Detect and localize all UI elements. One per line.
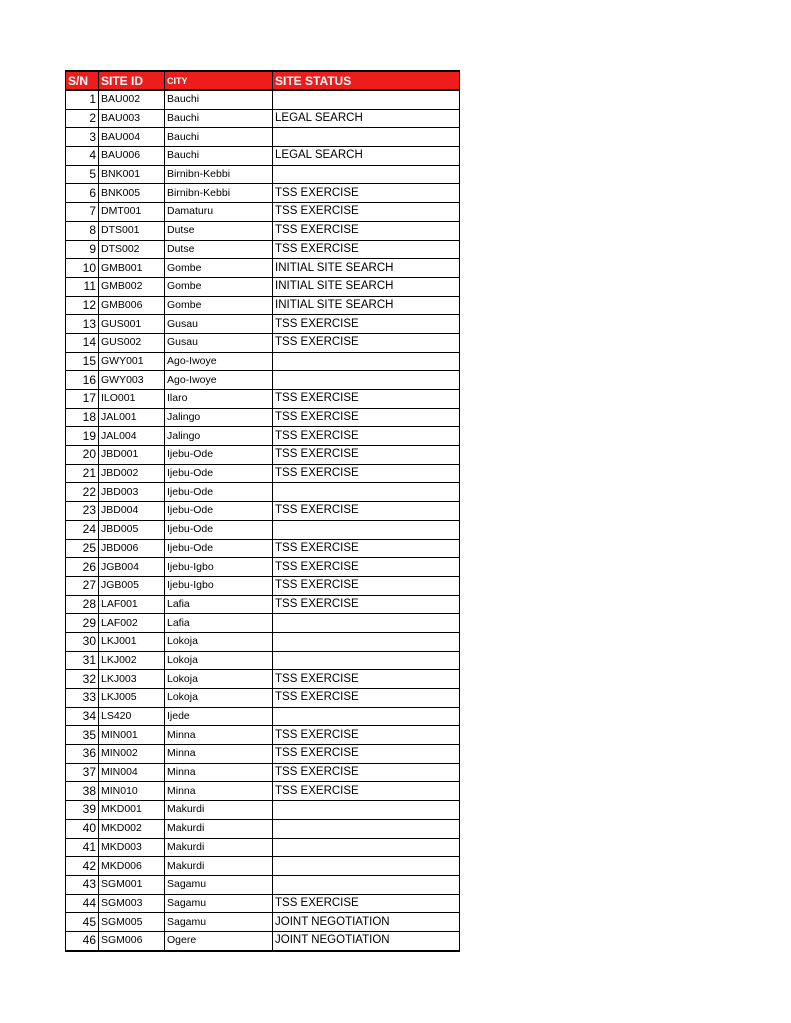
cell-sn: 30: [66, 632, 99, 651]
cell-city: Sagamu: [165, 875, 273, 894]
cell-site-status: [273, 875, 460, 894]
cell-site-id: ILO001: [99, 390, 165, 409]
cell-site-id: GMB001: [99, 259, 165, 278]
cell-city: Sagamu: [165, 894, 273, 913]
cell-site-id: DMT001: [99, 203, 165, 222]
cell-site-id: JGB005: [99, 576, 165, 595]
table-row: [66, 408, 460, 427]
cell-site-status: TSS EXERCISE: [273, 464, 460, 483]
cell-sn: 45: [66, 913, 99, 932]
cell-sn: 8: [66, 221, 99, 240]
cell-sn: 10: [66, 259, 99, 278]
cell-site-id: SGM003: [99, 894, 165, 913]
cell-site-status: TSS EXERCISE: [273, 502, 460, 521]
cell-site-status: [273, 520, 460, 539]
cell-site-status: TSS EXERCISE: [273, 782, 460, 801]
cell-sn: 31: [66, 651, 99, 670]
cell-sn: 37: [66, 763, 99, 782]
cell-sn: 7: [66, 203, 99, 222]
cell-city: Bauchi: [165, 128, 273, 147]
cell-city: Lokoja: [165, 670, 273, 689]
header-site-id: SITE ID: [99, 71, 165, 90]
table-row: [66, 763, 460, 782]
table-row: [66, 782, 460, 801]
cell-site-status: LEGAL SEARCH: [273, 109, 460, 128]
cell-site-status: JOINT NEGOTIATION: [273, 931, 460, 950]
header-city: CITY: [165, 71, 273, 90]
table-row: [66, 576, 460, 595]
table-row: [66, 595, 460, 614]
cell-sn: 11: [66, 277, 99, 296]
table-row: [66, 109, 460, 128]
table-row: [66, 931, 460, 950]
table-row: [66, 689, 460, 708]
table-row: [66, 726, 460, 745]
cell-sn: 21: [66, 464, 99, 483]
cell-site-status: TSS EXERCISE: [273, 576, 460, 595]
cell-sn: 3: [66, 128, 99, 147]
cell-city: Lafia: [165, 595, 273, 614]
cell-city: Ijebu-Ode: [165, 539, 273, 558]
cell-sn: 46: [66, 931, 99, 950]
table-row: [66, 147, 460, 166]
cell-site-id: BAU004: [99, 128, 165, 147]
cell-site-id: MKD001: [99, 801, 165, 820]
cell-site-status: [273, 632, 460, 651]
cell-sn: 12: [66, 296, 99, 315]
table-row: [66, 333, 460, 352]
cell-site-id: MKD006: [99, 857, 165, 876]
cell-sn: 41: [66, 838, 99, 857]
cell-site-id: JBD006: [99, 539, 165, 558]
cell-city: Lokoja: [165, 651, 273, 670]
table-row: [66, 427, 460, 446]
cell-site-status: [273, 90, 460, 109]
cell-sn: 16: [66, 371, 99, 390]
cell-site-status: TSS EXERCISE: [273, 184, 460, 203]
cell-site-id: MIN010: [99, 782, 165, 801]
cell-city: Lafia: [165, 614, 273, 633]
cell-city: Lokoja: [165, 689, 273, 708]
table-row: [66, 464, 460, 483]
cell-site-id: GUS002: [99, 333, 165, 352]
cell-city: Ijebu-Ode: [165, 502, 273, 521]
cell-site-id: MKD003: [99, 838, 165, 857]
cell-site-id: GUS001: [99, 315, 165, 334]
cell-sn: 18: [66, 408, 99, 427]
cell-sn: 17: [66, 390, 99, 409]
cell-city: Ijebu-Ode: [165, 464, 273, 483]
cell-city: Makurdi: [165, 857, 273, 876]
table-row: [66, 857, 460, 876]
cell-city: Gombe: [165, 259, 273, 278]
cell-sn: 32: [66, 670, 99, 689]
cell-site-status: [273, 707, 460, 726]
cell-site-status: TSS EXERCISE: [273, 408, 460, 427]
table-row: [66, 819, 460, 838]
cell-city: Gusau: [165, 315, 273, 334]
cell-site-status: TSS EXERCISE: [273, 763, 460, 782]
cell-city: Ogere: [165, 931, 273, 950]
cell-site-id: MIN004: [99, 763, 165, 782]
cell-sn: 43: [66, 875, 99, 894]
table-row: [66, 670, 460, 689]
cell-sn: 29: [66, 614, 99, 633]
cell-city: Ilaro: [165, 390, 273, 409]
table-row: [66, 483, 460, 502]
cell-sn: 44: [66, 894, 99, 913]
table-row: [66, 259, 460, 278]
cell-city: Lokoja: [165, 632, 273, 651]
site-status-table: [65, 70, 460, 952]
table-row: [66, 894, 460, 913]
cell-sn: 13: [66, 315, 99, 334]
table-row: [66, 128, 460, 147]
cell-site-id: DTS001: [99, 221, 165, 240]
cell-sn: 14: [66, 333, 99, 352]
cell-sn: 38: [66, 782, 99, 801]
cell-site-status: TSS EXERCISE: [273, 203, 460, 222]
cell-site-status: TSS EXERCISE: [273, 240, 460, 259]
cell-city: Makurdi: [165, 801, 273, 820]
cell-city: Birnibn-Kebbi: [165, 165, 273, 184]
cell-site-id: JBD001: [99, 446, 165, 465]
cell-sn: 28: [66, 595, 99, 614]
cell-site-id: LAF001: [99, 595, 165, 614]
table-row: [66, 90, 460, 109]
cell-site-status: TSS EXERCISE: [273, 894, 460, 913]
header-row: [66, 71, 460, 90]
cell-city: Ijebu-Ode: [165, 446, 273, 465]
cell-site-status: TSS EXERCISE: [273, 689, 460, 708]
cell-site-status: TSS EXERCISE: [273, 595, 460, 614]
cell-sn: 35: [66, 726, 99, 745]
cell-site-id: DTS002: [99, 240, 165, 259]
cell-city: Minna: [165, 763, 273, 782]
cell-city: Bauchi: [165, 147, 273, 166]
cell-site-id: BNK005: [99, 184, 165, 203]
cell-site-status: INITIAL SITE SEARCH: [273, 259, 460, 278]
cell-sn: 24: [66, 520, 99, 539]
cell-site-id: JBD004: [99, 502, 165, 521]
table-row: [66, 296, 460, 315]
cell-site-status: TSS EXERCISE: [273, 221, 460, 240]
cell-site-id: SGM006: [99, 931, 165, 950]
cell-sn: 39: [66, 801, 99, 820]
table-row: [66, 203, 460, 222]
cell-site-id: GWY003: [99, 371, 165, 390]
cell-sn: 27: [66, 576, 99, 595]
table-row: [66, 913, 460, 932]
cell-site-id: GMB002: [99, 277, 165, 296]
cell-site-status: TSS EXERCISE: [273, 390, 460, 409]
cell-sn: 2: [66, 109, 99, 128]
table-row: [66, 520, 460, 539]
cell-city: Ago-Iwoye: [165, 352, 273, 371]
table-row: [66, 371, 460, 390]
cell-site-status: [273, 128, 460, 147]
cell-site-id: GMB006: [99, 296, 165, 315]
table-row: [66, 651, 460, 670]
cell-site-id: JAL004: [99, 427, 165, 446]
cell-site-status: [273, 838, 460, 857]
cell-city: Gombe: [165, 296, 273, 315]
cell-site-status: [273, 371, 460, 390]
cell-site-id: JBD005: [99, 520, 165, 539]
table-row: [66, 707, 460, 726]
cell-city: Minna: [165, 726, 273, 745]
cell-city: Gusau: [165, 333, 273, 352]
cell-city: Ijebu-Igbo: [165, 558, 273, 577]
cell-site-status: [273, 352, 460, 371]
cell-site-status: LEGAL SEARCH: [273, 147, 460, 166]
cell-site-id: JAL001: [99, 408, 165, 427]
cell-city: Makurdi: [165, 819, 273, 838]
cell-city: Jalingo: [165, 427, 273, 446]
header-sn: S/N: [66, 71, 99, 90]
cell-site-status: [273, 819, 460, 838]
table-row: [66, 221, 460, 240]
cell-site-id: MIN001: [99, 726, 165, 745]
cell-site-id: BAU006: [99, 147, 165, 166]
cell-site-id: JBD003: [99, 483, 165, 502]
table-row: [66, 277, 460, 296]
cell-site-status: [273, 483, 460, 502]
cell-sn: 40: [66, 819, 99, 838]
table-row: [66, 632, 460, 651]
cell-city: Ijebu-Igbo: [165, 576, 273, 595]
cell-sn: 19: [66, 427, 99, 446]
table-row: [66, 315, 460, 334]
table-row: [66, 184, 460, 203]
cell-site-id: LS420: [99, 707, 165, 726]
cell-city: Minna: [165, 745, 273, 764]
table-row: [66, 745, 460, 764]
cell-site-id: LKJ002: [99, 651, 165, 670]
cell-city: Birnibn-Kebbi: [165, 184, 273, 203]
cell-city: Damaturu: [165, 203, 273, 222]
cell-city: Ago-Iwoye: [165, 371, 273, 390]
table-row: [66, 446, 460, 465]
cell-sn: 36: [66, 745, 99, 764]
cell-site-status: [273, 614, 460, 633]
cell-city: Ijebu-Ode: [165, 483, 273, 502]
cell-city: Makurdi: [165, 838, 273, 857]
cell-site-status: TSS EXERCISE: [273, 446, 460, 465]
cell-sn: 6: [66, 184, 99, 203]
cell-site-id: LAF002: [99, 614, 165, 633]
table-row: [66, 240, 460, 259]
cell-sn: 5: [66, 165, 99, 184]
cell-city: Bauchi: [165, 90, 273, 109]
table-row: [66, 558, 460, 577]
cell-sn: 26: [66, 558, 99, 577]
cell-sn: 4: [66, 147, 99, 166]
cell-site-status: TSS EXERCISE: [273, 315, 460, 334]
table-row: [66, 875, 460, 894]
cell-city: Sagamu: [165, 913, 273, 932]
cell-site-status: TSS EXERCISE: [273, 726, 460, 745]
cell-sn: 22: [66, 483, 99, 502]
cell-site-id: JGB004: [99, 558, 165, 577]
cell-sn: 23: [66, 502, 99, 521]
cell-site-id: MKD002: [99, 819, 165, 838]
cell-site-status: [273, 165, 460, 184]
cell-city: Dutse: [165, 240, 273, 259]
cell-sn: 42: [66, 857, 99, 876]
table-row: [66, 165, 460, 184]
cell-site-status: TSS EXERCISE: [273, 333, 460, 352]
cell-site-id: SGM001: [99, 875, 165, 894]
header-site-status: SITE STATUS: [273, 71, 460, 90]
cell-site-id: SGM005: [99, 913, 165, 932]
cell-sn: 1: [66, 90, 99, 109]
table-row: [66, 838, 460, 857]
table-row: [66, 801, 460, 820]
cell-site-status: JOINT NEGOTIATION: [273, 913, 460, 932]
cell-site-id: LKJ005: [99, 689, 165, 708]
cell-site-id: LKJ001: [99, 632, 165, 651]
table-row: [66, 352, 460, 371]
cell-site-status: TSS EXERCISE: [273, 427, 460, 446]
table-row: [66, 614, 460, 633]
table-row: [66, 502, 460, 521]
cell-city: Ijebu-Ode: [165, 520, 273, 539]
cell-site-id: BNK001: [99, 165, 165, 184]
cell-site-id: JBD002: [99, 464, 165, 483]
cell-city: Jalingo: [165, 408, 273, 427]
cell-site-status: TSS EXERCISE: [273, 745, 460, 764]
cell-site-status: INITIAL SITE SEARCH: [273, 277, 460, 296]
cell-sn: 34: [66, 707, 99, 726]
cell-site-id: BAU002: [99, 90, 165, 109]
cell-site-status: TSS EXERCISE: [273, 670, 460, 689]
cell-sn: 9: [66, 240, 99, 259]
cell-site-status: TSS EXERCISE: [273, 539, 460, 558]
cell-sn: 20: [66, 446, 99, 465]
cell-site-id: GWY001: [99, 352, 165, 371]
table-row: [66, 539, 460, 558]
cell-city: Minna: [165, 782, 273, 801]
cell-city: Ijede: [165, 707, 273, 726]
table-row: [66, 390, 460, 409]
cell-sn: 25: [66, 539, 99, 558]
cell-site-id: MIN002: [99, 745, 165, 764]
cell-site-status: [273, 651, 460, 670]
cell-site-status: INITIAL SITE SEARCH: [273, 296, 460, 315]
cell-sn: 33: [66, 689, 99, 708]
cell-site-id: LKJ003: [99, 670, 165, 689]
cell-site-status: [273, 857, 460, 876]
cell-site-status: TSS EXERCISE: [273, 558, 460, 577]
table-body: [66, 90, 460, 951]
cell-city: Bauchi: [165, 109, 273, 128]
cell-sn: 15: [66, 352, 99, 371]
cell-site-status: [273, 801, 460, 820]
cell-site-id: BAU003: [99, 109, 165, 128]
cell-city: Dutse: [165, 221, 273, 240]
cell-city: Gombe: [165, 277, 273, 296]
